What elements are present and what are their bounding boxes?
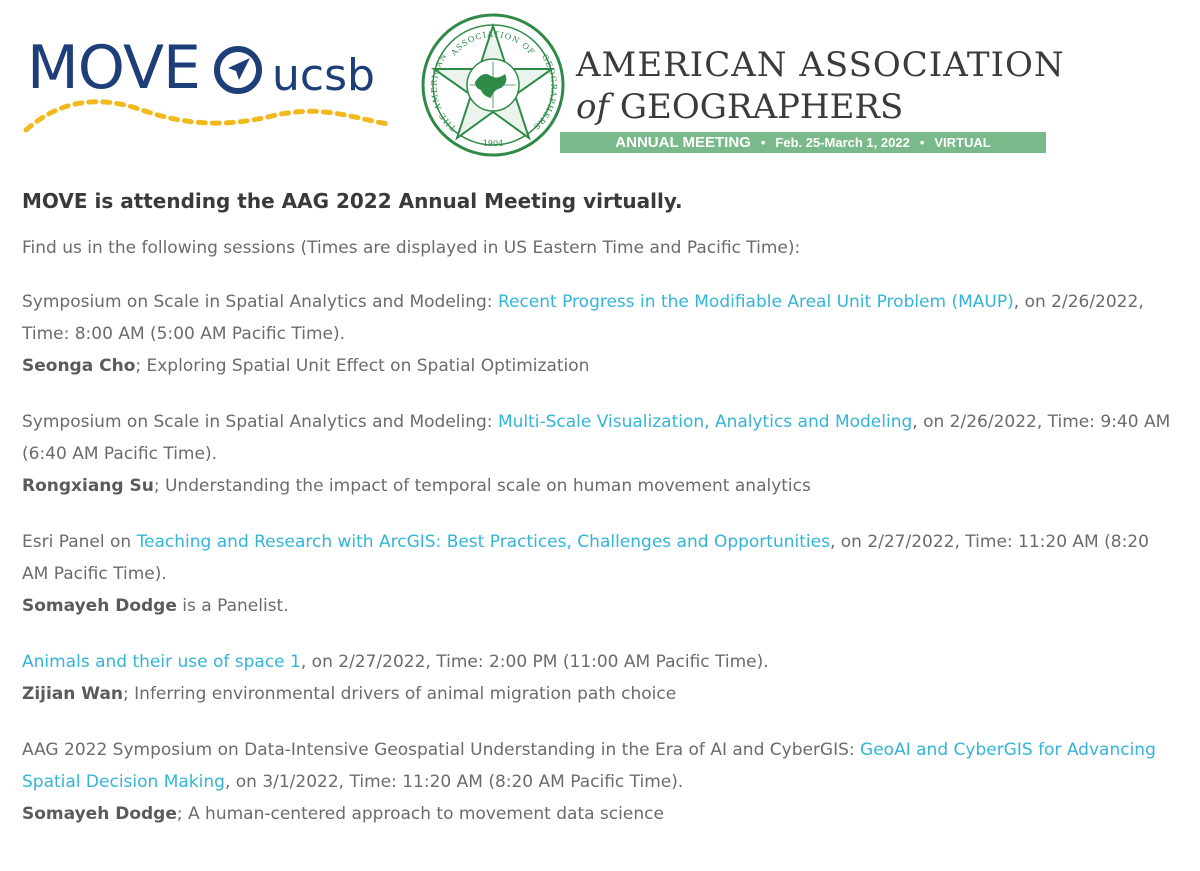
seal-right-text: GEOGRAPHERS bbox=[531, 52, 559, 132]
presenter-name: Somayeh Dodge bbox=[22, 804, 177, 824]
presentation-title: ; Understanding the impact of temporal scale on human movement analytics bbox=[153, 476, 811, 496]
session-link[interactable]: Multi-Scale Visualization, Analytics and Modeling bbox=[497, 412, 913, 432]
session-link[interactable]: GeoAI and CyberGIS for Advancing Spatial Decision Making bbox=[22, 740, 1156, 792]
aag-seal-icon bbox=[420, 12, 566, 158]
session-item bbox=[22, 646, 1172, 710]
session-prefix: Symposium on Scale in Spatial Analytics and Modeling: bbox=[22, 412, 498, 432]
seal-top-text: ASSOCIATION OF bbox=[449, 29, 537, 58]
banner-annual-meeting: ANNUAL MEETING bbox=[615, 134, 751, 151]
session-prefix: AAG 2022 Symposium on Data-Intensive Geospatial Understanding in the Era of AI and CyberGIS: bbox=[22, 740, 861, 760]
intro-text: Find us in the following sessions (Times are displayed in US Eastern Time and Pacific Time): bbox=[22, 238, 801, 258]
presentation-title: ; A human-centered approach to movement data science bbox=[176, 804, 664, 824]
presenter-name: Zijian Wan bbox=[22, 684, 124, 704]
session-prefix: Esri Panel on bbox=[22, 532, 137, 552]
banner-separator: • bbox=[919, 135, 925, 150]
banner-virtual: VIRTUAL bbox=[934, 135, 991, 150]
movement-path-decoration bbox=[22, 88, 392, 138]
presenter-name: Somayeh Dodge bbox=[22, 596, 177, 616]
seal-year: 1904 bbox=[482, 139, 504, 148]
session-prefix: Symposium on Scale in Spatial Analytics and Modeling: bbox=[22, 292, 498, 312]
session-presenter-line bbox=[22, 678, 1172, 710]
session-description bbox=[22, 526, 1172, 590]
aag-title-of: of bbox=[576, 87, 610, 127]
session-time: , on 2/27/2022, Time: 11:20 AM (8:20 AM Pacific Time). bbox=[22, 532, 1149, 584]
session-item bbox=[22, 526, 1172, 622]
aag-title-line1: AMERICAN ASSOCIATION bbox=[576, 45, 1065, 85]
move-logo-word: MOVE bbox=[27, 33, 200, 103]
presentation-title: ; Inferring environmental drivers of animal migration path choice bbox=[123, 684, 677, 704]
session-item bbox=[22, 734, 1172, 830]
session-description bbox=[22, 406, 1172, 470]
banner-separator: • bbox=[760, 135, 766, 150]
session-description bbox=[22, 646, 1172, 678]
session-item bbox=[22, 406, 1172, 502]
presentation-title: ; Exploring Spatial Unit Effect on Spatial Optimization bbox=[135, 356, 590, 376]
banner-dates: Feb. 25-March 1, 2022 bbox=[775, 135, 910, 150]
ucsb-logo-word: ucsb bbox=[272, 50, 375, 101]
session-link[interactable]: Animals and their use of space 1 bbox=[22, 652, 301, 672]
session-link[interactable]: Teaching and Research with ArcGIS: Best Practices, Challenges and Opportunities bbox=[136, 532, 830, 552]
session-presenter-line bbox=[22, 798, 1172, 830]
presenter-name: Rongxiang Su bbox=[22, 476, 154, 496]
session-time: , on 2/27/2022, Time: 2:00 PM (11:00 AM Pacific Time). bbox=[300, 652, 769, 672]
session-description bbox=[22, 734, 1172, 798]
session-presenter-line bbox=[22, 470, 1172, 502]
aag-title-geographers: GEOGRAPHERS bbox=[619, 87, 904, 127]
session-description bbox=[22, 286, 1172, 350]
session-time: , on 2/26/2022, Time: 8:00 AM (5:00 AM Pacific Time). bbox=[22, 292, 1144, 344]
session-item bbox=[22, 286, 1172, 382]
move-ucsb-logo bbox=[22, 28, 392, 138]
presenter-name: Seonga Cho bbox=[22, 356, 136, 376]
session-presenter-line bbox=[22, 350, 1172, 382]
aag-title-line2 bbox=[576, 87, 904, 127]
announcement-content bbox=[22, 188, 1172, 854]
seal-left-text: THE AMERICAN bbox=[429, 51, 458, 133]
aag-logo bbox=[420, 12, 1065, 157]
page-headline: MOVE is attending the AAG 2022 Annual Meeting virtually. bbox=[22, 189, 683, 213]
session-link[interactable]: Recent Progress in the Modifiable Areal Unit Problem (MAUP) bbox=[497, 292, 1014, 312]
presentation-title: is a Panelist. bbox=[176, 596, 289, 616]
session-presenter-line bbox=[22, 590, 1172, 622]
aag-meeting-banner bbox=[560, 132, 1046, 153]
session-time: , on 3/1/2022, Time: 11:20 AM (8:20 AM Pacific Time). bbox=[224, 772, 684, 792]
session-time: , on 2/26/2022, Time: 9:40 AM (6:40 AM Pacific Time). bbox=[22, 412, 1171, 464]
